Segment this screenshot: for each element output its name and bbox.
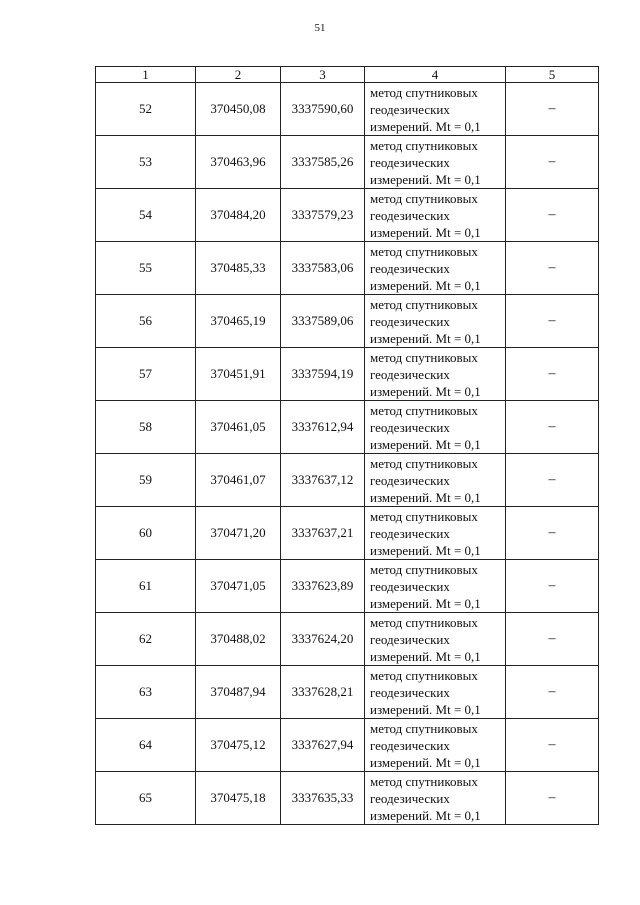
method-line: метод спутниковых bbox=[370, 402, 478, 418]
y-coordinate-cell: 3337590,60 bbox=[281, 83, 365, 136]
y-coordinate-cell: 3337612,94 bbox=[281, 401, 365, 454]
method-line: метод спутниковых bbox=[370, 508, 478, 524]
method-line: метод спутниковых bbox=[370, 137, 478, 153]
note-cell: – bbox=[506, 348, 599, 401]
method-line: метод спутниковых bbox=[370, 349, 478, 365]
y-coordinate-cell: 3337623,89 bbox=[281, 560, 365, 613]
method-line: измерений. Mt = 0,1 bbox=[370, 701, 481, 717]
method-line: измерений. Mt = 0,1 bbox=[370, 542, 481, 558]
table-row bbox=[96, 772, 599, 825]
point-number-cell: 64 bbox=[96, 719, 196, 772]
note-cell: – bbox=[506, 242, 599, 295]
method-line: метод спутниковых bbox=[370, 773, 478, 789]
table-row bbox=[96, 719, 599, 772]
x-coordinate-cell: 370475,18 bbox=[196, 772, 281, 825]
point-number-cell: 62 bbox=[96, 613, 196, 666]
method-cell bbox=[365, 348, 506, 401]
method-line: геодезических bbox=[370, 525, 450, 541]
coordinates-table bbox=[95, 66, 599, 825]
method-line: геодезических bbox=[370, 154, 450, 170]
method-line: измерений. Mt = 0,1 bbox=[370, 171, 481, 187]
point-number-cell: 57 bbox=[96, 348, 196, 401]
method-line: измерений. Mt = 0,1 bbox=[370, 277, 481, 293]
y-coordinate-cell: 3337579,23 bbox=[281, 189, 365, 242]
method-line: геодезических bbox=[370, 366, 450, 382]
method-line: геодезических bbox=[370, 578, 450, 594]
x-coordinate-cell: 370471,20 bbox=[196, 507, 281, 560]
column-header-5: 5 bbox=[506, 67, 599, 83]
method-line: измерений. Mt = 0,1 bbox=[370, 648, 481, 664]
point-number-cell: 56 bbox=[96, 295, 196, 348]
method-line: геодезических bbox=[370, 207, 450, 223]
method-cell bbox=[365, 83, 506, 136]
y-coordinate-cell: 3337627,94 bbox=[281, 719, 365, 772]
method-line: метод спутниковых bbox=[370, 84, 478, 100]
y-coordinate-cell: 3337585,26 bbox=[281, 136, 365, 189]
note-cell: – bbox=[506, 295, 599, 348]
method-cell bbox=[365, 507, 506, 560]
point-number-cell: 63 bbox=[96, 666, 196, 719]
x-coordinate-cell: 370461,07 bbox=[196, 454, 281, 507]
method-cell bbox=[365, 560, 506, 613]
table-row bbox=[96, 401, 599, 454]
point-number-cell: 61 bbox=[96, 560, 196, 613]
table-row bbox=[96, 666, 599, 719]
x-coordinate-cell: 370484,20 bbox=[196, 189, 281, 242]
point-number-cell: 60 bbox=[96, 507, 196, 560]
point-number-cell: 53 bbox=[96, 136, 196, 189]
x-coordinate-cell: 370487,94 bbox=[196, 666, 281, 719]
method-line: геодезических bbox=[370, 790, 450, 806]
method-line: геодезических bbox=[370, 313, 450, 329]
y-coordinate-cell: 3337635,33 bbox=[281, 772, 365, 825]
note-cell: – bbox=[506, 507, 599, 560]
method-cell bbox=[365, 772, 506, 825]
table-row bbox=[96, 507, 599, 560]
method-line: геодезических bbox=[370, 684, 450, 700]
method-line: метод спутниковых bbox=[370, 561, 478, 577]
table-row bbox=[96, 295, 599, 348]
table-body bbox=[96, 83, 599, 825]
note-cell: – bbox=[506, 719, 599, 772]
y-coordinate-cell: 3337583,06 bbox=[281, 242, 365, 295]
point-number-cell: 55 bbox=[96, 242, 196, 295]
table-row bbox=[96, 348, 599, 401]
method-cell bbox=[365, 454, 506, 507]
method-cell bbox=[365, 295, 506, 348]
method-line: метод спутниковых bbox=[370, 243, 478, 259]
column-header-1: 1 bbox=[96, 67, 196, 83]
note-cell: – bbox=[506, 613, 599, 666]
table-row bbox=[96, 613, 599, 666]
method-line: метод спутниковых bbox=[370, 614, 478, 630]
note-cell: – bbox=[506, 401, 599, 454]
y-coordinate-cell: 3337637,21 bbox=[281, 507, 365, 560]
method-line: метод спутниковых bbox=[370, 190, 478, 206]
y-coordinate-cell: 3337624,20 bbox=[281, 613, 365, 666]
method-line: измерений. Mt = 0,1 bbox=[370, 807, 481, 823]
column-header-2: 2 bbox=[196, 67, 281, 83]
table-row bbox=[96, 136, 599, 189]
table-row bbox=[96, 83, 599, 136]
note-cell: – bbox=[506, 666, 599, 719]
method-line: геодезических bbox=[370, 737, 450, 753]
note-cell: – bbox=[506, 136, 599, 189]
note-cell: – bbox=[506, 83, 599, 136]
note-cell: – bbox=[506, 454, 599, 507]
header-row bbox=[96, 67, 599, 83]
method-line: метод спутниковых bbox=[370, 296, 478, 312]
x-coordinate-cell: 370463,96 bbox=[196, 136, 281, 189]
x-coordinate-cell: 370475,12 bbox=[196, 719, 281, 772]
note-cell: – bbox=[506, 560, 599, 613]
method-line: геодезических bbox=[370, 419, 450, 435]
method-line: геодезических bbox=[370, 101, 450, 117]
method-line: метод спутниковых bbox=[370, 720, 478, 736]
method-cell bbox=[365, 401, 506, 454]
method-line: геодезических bbox=[370, 631, 450, 647]
y-coordinate-cell: 3337628,21 bbox=[281, 666, 365, 719]
table-row bbox=[96, 454, 599, 507]
table-row bbox=[96, 560, 599, 613]
method-cell bbox=[365, 666, 506, 719]
method-line: измерений. Mt = 0,1 bbox=[370, 383, 481, 399]
note-cell: – bbox=[506, 189, 599, 242]
x-coordinate-cell: 370485,33 bbox=[196, 242, 281, 295]
y-coordinate-cell: 3337594,19 bbox=[281, 348, 365, 401]
method-line: измерений. Mt = 0,1 bbox=[370, 224, 481, 240]
x-coordinate-cell: 370451,91 bbox=[196, 348, 281, 401]
method-line: метод спутниковых bbox=[370, 667, 478, 683]
point-number-cell: 59 bbox=[96, 454, 196, 507]
x-coordinate-cell: 370471,05 bbox=[196, 560, 281, 613]
note-cell: – bbox=[506, 772, 599, 825]
table-row bbox=[96, 242, 599, 295]
method-line: измерений. Mt = 0,1 bbox=[370, 118, 481, 134]
method-cell bbox=[365, 613, 506, 666]
method-line: измерений. Mt = 0,1 bbox=[370, 595, 481, 611]
method-line: геодезических bbox=[370, 260, 450, 276]
method-line: измерений. Mt = 0,1 bbox=[370, 489, 481, 505]
point-number-cell: 65 bbox=[96, 772, 196, 825]
column-header-3: 3 bbox=[281, 67, 365, 83]
table-row bbox=[96, 189, 599, 242]
point-number-cell: 52 bbox=[96, 83, 196, 136]
y-coordinate-cell: 3337589,06 bbox=[281, 295, 365, 348]
method-cell bbox=[365, 242, 506, 295]
point-number-cell: 54 bbox=[96, 189, 196, 242]
x-coordinate-cell: 370461,05 bbox=[196, 401, 281, 454]
page-number: 51 bbox=[314, 22, 326, 34]
method-cell bbox=[365, 719, 506, 772]
method-line: измерений. Mt = 0,1 bbox=[370, 436, 481, 452]
method-line: геодезических bbox=[370, 472, 450, 488]
method-line: метод спутниковых bbox=[370, 455, 478, 471]
method-line: измерений. Mt = 0,1 bbox=[370, 754, 481, 770]
method-line: измерений. Mt = 0,1 bbox=[370, 330, 481, 346]
point-number-cell: 58 bbox=[96, 401, 196, 454]
x-coordinate-cell: 370450,08 bbox=[196, 83, 281, 136]
x-coordinate-cell: 370465,19 bbox=[196, 295, 281, 348]
y-coordinate-cell: 3337637,12 bbox=[281, 454, 365, 507]
method-cell bbox=[365, 189, 506, 242]
x-coordinate-cell: 370488,02 bbox=[196, 613, 281, 666]
method-cell bbox=[365, 136, 506, 189]
table-header bbox=[96, 67, 599, 83]
column-header-4: 4 bbox=[365, 67, 506, 83]
